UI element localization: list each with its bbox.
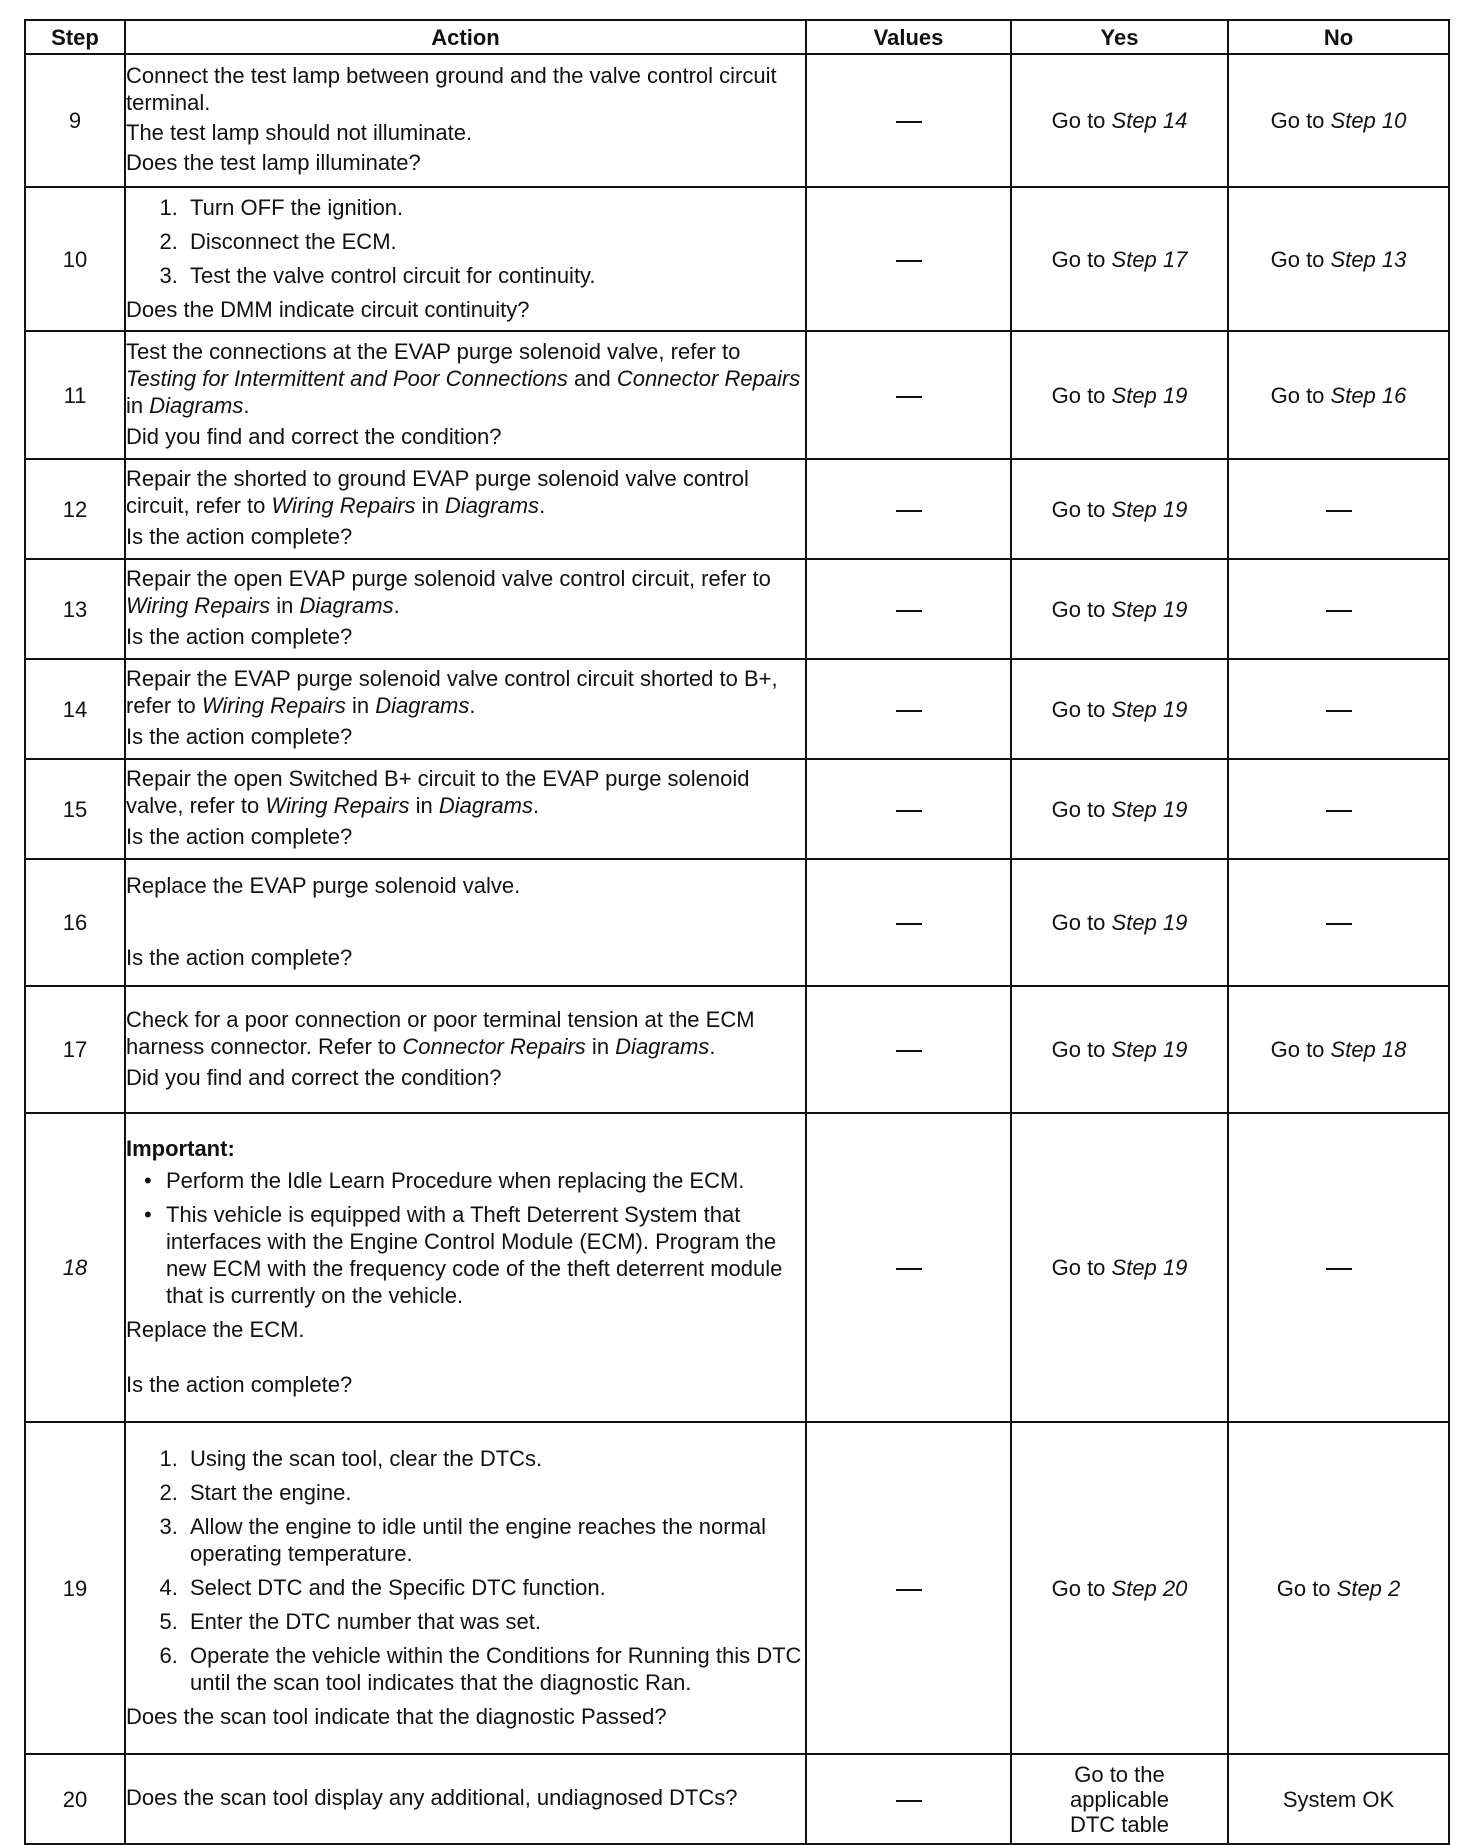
goto-line[interactable]: Go to the xyxy=(1074,1761,1165,1787)
list-item: • Perform the Idle Learn Procedure when replacing the ECM. xyxy=(166,1167,805,1194)
text-span: Repair the shorted to ground EVAP purge solenoid valve control circuit, refer to xyxy=(126,466,749,518)
action-question: Is the action complete? xyxy=(126,824,353,849)
goto-prefix: Go to xyxy=(1051,1255,1112,1280)
text-span: and xyxy=(567,365,617,391)
values-cell xyxy=(806,986,1011,1113)
action-text xyxy=(126,338,805,419)
reference-link[interactable]: Diagrams xyxy=(444,493,540,518)
list-item: • This vehicle is equipped with a Theft Deterrent System that interfaces with the Engine Control Module (ECM). Program the new ECM with the frequency code of the theft deterrent module that is currently on the vehicle. xyxy=(166,1201,805,1309)
text-span: in xyxy=(126,392,150,418)
action-steps-list xyxy=(126,194,805,289)
yes-cell xyxy=(1011,859,1228,986)
table-row xyxy=(25,659,1449,759)
action-cell xyxy=(125,986,806,1113)
goto-step-link[interactable]: Step 19 xyxy=(1111,1037,1188,1062)
goto-prefix: Go to xyxy=(1270,108,1331,133)
action-question: Did you find and correct the condition? xyxy=(126,1064,502,1090)
action-question: Is the action complete? xyxy=(126,1371,353,1397)
text-span: in xyxy=(409,793,439,818)
no-value-dash xyxy=(896,1589,922,1591)
no-value-dash xyxy=(1326,510,1352,512)
text-span: in xyxy=(270,593,300,618)
reference-link[interactable]: Wiring Repairs xyxy=(126,593,271,618)
list-item: 2. Start the engine. xyxy=(184,1479,805,1506)
no-value-dash xyxy=(896,1800,922,1802)
goto-step-link[interactable]: Step 19 xyxy=(1111,382,1188,408)
goto-prefix: Go to xyxy=(1270,382,1331,408)
no-value-dash xyxy=(896,510,922,512)
header-values: Values xyxy=(806,20,1011,54)
text-span: in xyxy=(345,693,376,718)
reference-link[interactable]: Connector Repairs xyxy=(616,365,801,391)
action-text xyxy=(126,1006,805,1060)
action-cell xyxy=(125,659,806,759)
no-value-dash xyxy=(896,121,922,123)
yes-cell xyxy=(1011,1113,1228,1422)
goto-prefix: Go to xyxy=(1051,108,1112,133)
text-span: Check for a poor connection or poor terminal tension at the ECM harness connector. Refer to xyxy=(126,1006,755,1059)
goto-prefix: Go to xyxy=(1270,246,1331,272)
action-text xyxy=(126,565,805,619)
action-text: Connect the test lamp between ground and the valve control circuit terminal. xyxy=(126,63,777,115)
step-number: 16 xyxy=(25,859,125,986)
action-text xyxy=(126,465,805,519)
goto-step-link[interactable]: Step 13 xyxy=(1330,246,1407,272)
action-cell xyxy=(125,1754,806,1844)
no-value-dash xyxy=(1326,710,1352,712)
no-cell xyxy=(1228,331,1449,459)
action-question: Is the action complete? xyxy=(126,524,353,549)
diagnostic-table xyxy=(24,19,1450,1845)
text-span: . xyxy=(393,593,400,618)
no-value-dash xyxy=(896,1268,922,1270)
no-cell xyxy=(1228,986,1449,1113)
goto-step-link[interactable]: Step 17 xyxy=(1111,246,1188,272)
goto-prefix: Go to xyxy=(1276,1575,1337,1601)
step-number: 15 xyxy=(25,759,125,859)
goto-step-link[interactable]: Step 2 xyxy=(1336,1575,1401,1601)
action-cell xyxy=(125,187,806,331)
step-number: 18 xyxy=(25,1113,125,1422)
reference-link[interactable]: Connector Repairs xyxy=(402,1033,586,1059)
no-cell xyxy=(1228,187,1449,331)
yes-cell xyxy=(1011,187,1228,331)
goto-line[interactable]: applicable xyxy=(1069,1786,1170,1812)
important-label: Important: xyxy=(126,1135,235,1161)
text-span: . xyxy=(243,392,250,418)
action-cell xyxy=(125,559,806,659)
yes-cell xyxy=(1011,54,1228,187)
text-span: Test the connections at the EVAP purge solenoid valve, refer to xyxy=(126,338,741,364)
goto-prefix: Go to xyxy=(1270,1037,1331,1062)
values-cell xyxy=(806,187,1011,331)
goto-step-link[interactable]: Step 19 xyxy=(1111,1255,1188,1280)
goto-step-link[interactable]: Step 19 xyxy=(1111,596,1188,622)
reference-link[interactable]: Wiring Repairs xyxy=(265,793,410,818)
step-number: 19 xyxy=(25,1422,125,1754)
action-steps-list xyxy=(126,1445,805,1696)
no-value-dash xyxy=(1326,810,1352,812)
goto-prefix: Go to xyxy=(1051,696,1112,722)
step-number: 10 xyxy=(25,187,125,331)
list-item: 1. Using the scan tool, clear the DTCs. xyxy=(184,1445,805,1472)
action-question: Does the test lamp illuminate? xyxy=(126,150,421,175)
text-span: in xyxy=(415,493,445,518)
reference-link[interactable]: Diagrams xyxy=(615,1033,710,1059)
reference-link[interactable]: Diagrams xyxy=(149,392,244,418)
yes-cell xyxy=(1011,1754,1228,1844)
goto-step-link[interactable]: Step 19 xyxy=(1111,496,1188,522)
step-number: 14 xyxy=(25,659,125,759)
action-text: Replace the EVAP purge solenoid valve. xyxy=(126,872,521,898)
list-item: 4. Select DTC and the Specific DTC function. xyxy=(184,1574,805,1601)
goto-prefix: Go to xyxy=(1051,910,1112,935)
table-header-row xyxy=(25,20,1449,54)
header-action: Action xyxy=(125,20,806,54)
table-row xyxy=(25,1422,1449,1754)
no-value-dash xyxy=(896,260,922,262)
table-row xyxy=(25,331,1449,459)
values-cell xyxy=(806,1113,1011,1422)
reference-link[interactable]: Diagrams xyxy=(299,593,394,618)
text-span: . xyxy=(709,1033,716,1059)
goto-step-link[interactable]: Step 10 xyxy=(1330,108,1407,133)
header-step: Step xyxy=(25,20,125,54)
yes-cell xyxy=(1011,459,1228,559)
no-cell xyxy=(1228,859,1449,986)
action-question: Is the action complete? xyxy=(126,724,353,749)
yes-cell xyxy=(1011,759,1228,859)
goto-prefix: Go to xyxy=(1051,796,1112,822)
action-cell xyxy=(125,1422,806,1754)
goto-step-link[interactable]: Step 16 xyxy=(1330,382,1407,408)
action-question: Is the action complete? xyxy=(126,624,353,649)
step-number: 12 xyxy=(25,459,125,559)
goto-prefix: Go to xyxy=(1051,246,1112,272)
text-span: . xyxy=(469,693,476,718)
list-item: 1. Turn OFF the ignition. xyxy=(184,194,805,221)
action-note: The test lamp should not illuminate. xyxy=(126,120,473,145)
goto-prefix: Go to xyxy=(1051,496,1112,522)
no-value-dash xyxy=(1326,1268,1352,1270)
header-no: No xyxy=(1228,20,1449,54)
step-number: 17 xyxy=(25,986,125,1113)
yes-cell xyxy=(1011,559,1228,659)
goto-step-link[interactable]: Step 19 xyxy=(1111,696,1188,722)
no-cell xyxy=(1228,659,1449,759)
spacer xyxy=(126,902,805,928)
yes-cell xyxy=(1011,1422,1228,1754)
values-cell xyxy=(806,659,1011,759)
action-question: Is the action complete? xyxy=(126,944,353,970)
no-cell xyxy=(1228,1754,1449,1844)
goto-step-link[interactable]: Step 20 xyxy=(1111,1575,1188,1601)
important-bullets xyxy=(126,1167,805,1309)
no-cell xyxy=(1228,54,1449,187)
values-cell xyxy=(806,1754,1011,1844)
action-cell xyxy=(125,759,806,859)
goto-prefix: Go to xyxy=(1051,1037,1112,1062)
values-cell xyxy=(806,559,1011,659)
no-cell xyxy=(1228,759,1449,859)
list-item: 3. Allow the engine to idle until the engine reaches the normal operating temperature. xyxy=(184,1513,805,1567)
header-yes: Yes xyxy=(1011,20,1228,54)
text-span: . xyxy=(539,493,546,518)
list-item: 3. Test the valve control circuit for continuity. xyxy=(184,262,805,289)
text-span: Repair the open EVAP purge solenoid valve control circuit, refer to xyxy=(126,566,771,591)
reference-link[interactable]: Testing for Intermittent and Poor Connections xyxy=(126,365,568,391)
no-value-dash xyxy=(896,923,922,925)
no-value-dash xyxy=(896,1050,922,1052)
yes-cell xyxy=(1011,659,1228,759)
step-number: 9 xyxy=(25,54,125,187)
goto-prefix: Go to xyxy=(1051,382,1112,408)
action-cell xyxy=(125,331,806,459)
values-cell xyxy=(806,459,1011,559)
table-row xyxy=(25,1754,1449,1844)
text-span: . xyxy=(532,793,540,818)
values-cell xyxy=(806,1422,1011,1754)
no-value-dash xyxy=(1326,923,1352,925)
no-cell xyxy=(1228,1422,1449,1754)
reference-link[interactable]: Diagrams xyxy=(438,793,533,818)
values-cell xyxy=(806,331,1011,459)
action-cell xyxy=(125,459,806,559)
yes-cell xyxy=(1011,331,1228,459)
goto-step-link[interactable]: Step 19 xyxy=(1111,910,1188,935)
table-row xyxy=(25,187,1449,331)
goto-step-link[interactable]: Step 18 xyxy=(1330,1037,1407,1062)
action-cell xyxy=(125,859,806,986)
goto-prefix: Go to xyxy=(1051,1575,1112,1601)
text-span: Repair the EVAP purge solenoid valve control circuit shorted to B+, refer to xyxy=(126,666,778,718)
list-item: 2. Disconnect the ECM. xyxy=(184,228,805,255)
goto-line[interactable]: DTC table xyxy=(1069,1811,1170,1837)
table-row xyxy=(25,54,1449,187)
result-text: System OK xyxy=(1282,1786,1395,1812)
values-cell xyxy=(806,759,1011,859)
text-span: in xyxy=(585,1033,616,1059)
table-row xyxy=(25,459,1449,559)
no-cell xyxy=(1228,1113,1449,1422)
no-value-dash xyxy=(896,396,922,398)
reference-link[interactable]: Diagrams xyxy=(375,693,470,718)
action-question: Does the scan tool display any additional, undiagnosed DTCs? xyxy=(126,1785,738,1810)
table-row xyxy=(25,559,1449,659)
list-item: 6. Operate the vehicle within the Conditions for Running this DTC until the scan tool indicates that the diagnostic Ran. xyxy=(184,1642,805,1696)
action-cell xyxy=(125,54,806,187)
step-number: 11 xyxy=(25,331,125,459)
action-text xyxy=(126,665,805,719)
no-value-dash xyxy=(896,610,922,612)
action-question: Does the DMM indicate circuit continuity? xyxy=(126,297,530,322)
goto-step-link[interactable]: Step 14 xyxy=(1111,108,1188,133)
no-value-dash xyxy=(896,710,922,712)
table-row xyxy=(25,759,1449,859)
goto-step-link[interactable]: Step 19 xyxy=(1111,796,1188,822)
step-number: 13 xyxy=(25,559,125,659)
reference-link[interactable]: Wiring Repairs xyxy=(271,493,416,518)
no-cell xyxy=(1228,559,1449,659)
values-cell xyxy=(806,859,1011,986)
reference-link[interactable]: Wiring Repairs xyxy=(201,693,346,718)
goto-prefix: Go to xyxy=(1051,596,1112,622)
list-item: 5. Enter the DTC number that was set. xyxy=(184,1608,805,1635)
action-text xyxy=(126,765,805,819)
action-cell xyxy=(125,1113,806,1422)
step-number: 20 xyxy=(25,1754,125,1844)
no-value-dash xyxy=(896,810,922,812)
action-question: Did you find and correct the condition? xyxy=(126,423,502,449)
table-row xyxy=(25,859,1449,986)
action-question: Does the scan tool indicate that the diagnostic Passed? xyxy=(126,1704,667,1729)
action-instruction: Replace the ECM. xyxy=(126,1316,305,1342)
no-value-dash xyxy=(1326,610,1352,612)
text-span: Repair the open Switched B+ circuit to the EVAP purge solenoid valve, refer to xyxy=(126,766,750,818)
no-cell xyxy=(1228,459,1449,559)
table-row xyxy=(25,1113,1449,1422)
table-row xyxy=(25,986,1449,1113)
yes-cell xyxy=(1011,986,1228,1113)
values-cell xyxy=(806,54,1011,187)
